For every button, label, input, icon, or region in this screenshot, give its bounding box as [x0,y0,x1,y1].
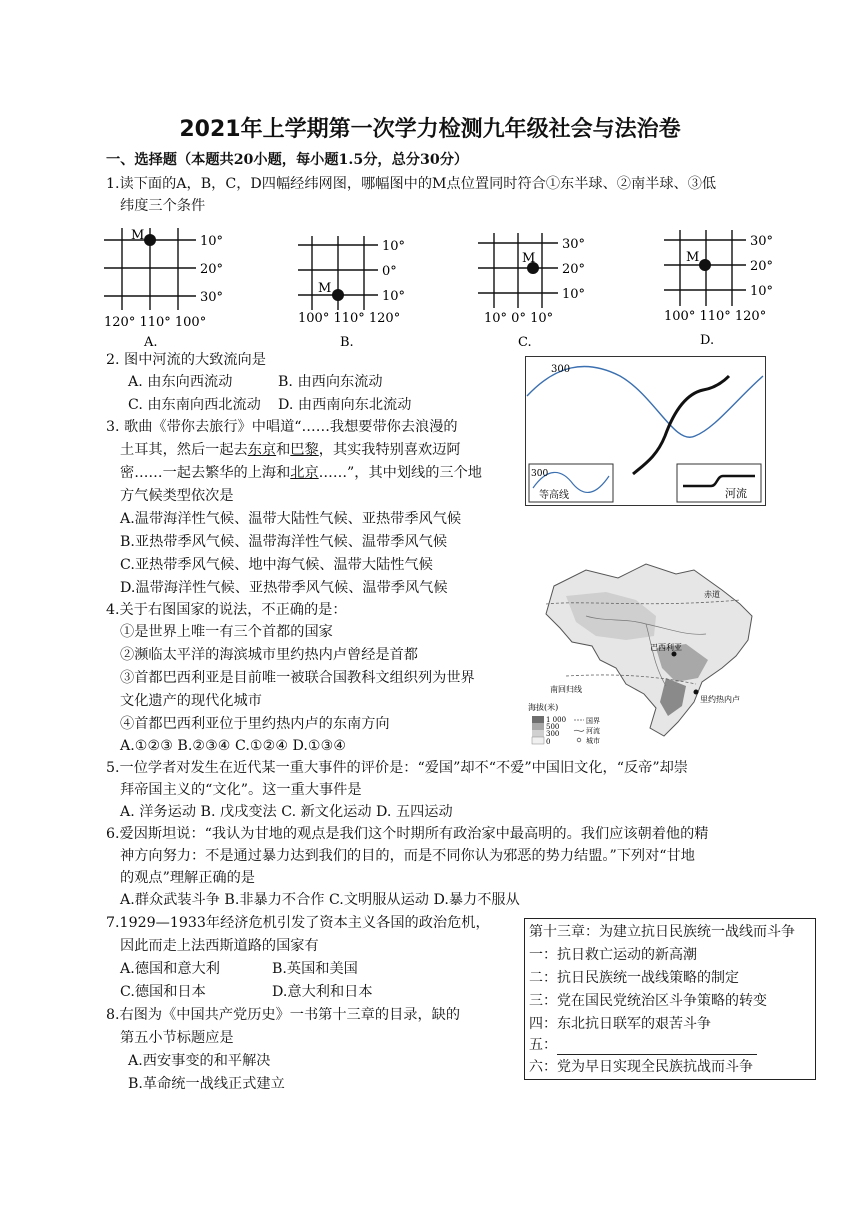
toc-blank-line [557,1040,757,1055]
legend-river-label: 河流 [725,487,747,500]
brazil-outline [546,564,752,736]
q3-text: ……”，其中划线的三个地 [318,465,482,481]
map-letter-b: B. [340,335,354,350]
map-letter-a: A. [144,335,158,350]
lon-a: 120° 110° 100° [104,315,207,330]
toc-item-5-label: 五： [529,1037,557,1053]
rio-dot [694,690,699,695]
q7-line1: 7.1929—1933年经济危机引发了资本主义各国的政治危机， [106,915,490,931]
legend-river: 河流 [586,727,600,735]
q4-statement-4: ④首都巴西利亚位于里约热内卢的东南方向 [120,716,390,732]
toc-item-3: 三：党在国民党统治区斗争策略的转变 [529,993,767,1009]
legend-contour-value: 300 [531,469,549,479]
underlined-paris: 巴黎 [290,442,319,458]
lon-d: 100° 110° 120° [664,309,767,324]
q3-text: ，其实我特别喜欢迈阿 [318,442,461,458]
q3-text: 密……一起去繁华的上海和 [120,465,291,481]
toc-heading: 第十三章：为建立抗日民族统一战线而斗争 [529,924,795,940]
q7-option-b: B.英国和美国 [272,961,358,977]
chapter-contents-box [524,918,816,1080]
q7-line2: 因此而走上法西斯道路的国家有 [120,938,319,954]
m-point-a [144,234,156,246]
q1-graticule-maps [0,0,860,360]
map-letter-d: D. [700,333,715,348]
lat-b-2: 0° [382,264,397,279]
lat-b-3: 10° [382,289,406,304]
q7-option-c: C.德国和日本 [120,984,206,1000]
q6-line1: 6.爱因斯坦说：“我认为甘地的观点是我们这个时期所有政治家中最高明的。我们应该朝着他的精 [106,826,709,842]
q3-text: 和 [276,442,291,458]
q1-stem-line2: 纬度三个条件 [120,198,206,214]
q4-statement-3: ③首都巴西利亚是目前唯一被联合国教科文组织列为世界 [120,670,475,686]
lat-d-1: 30° [750,234,774,249]
q3-line4: 方气候类型依次是 [120,488,234,504]
q3-line1: 3. 歌曲《带你去旅行》中唱道“……我想要带你去浪漫的 [106,419,458,435]
legend-val-1: 1 000 [546,716,567,724]
lat-c-1: 30° [562,237,586,252]
q8-line2: 第五小节标题应是 [120,1030,234,1046]
rio-label: 里约热内卢 [700,695,740,704]
q1-stem-line1: 1.读下面的A，B，C，D四幅经纬网图，哪幅图中的M点位置同时符合①东半球、②南半球、③低 [106,176,717,192]
q3-line3 [120,463,482,483]
q4-statement-1: ①是世界上唯一有三个首都的国家 [120,624,333,640]
lat-a-1: 10° [200,234,224,249]
page-title: 2021年上学期第一次学力检测九年级社会与法治卷 [179,117,681,142]
q4-statement-3-cont: 文化遗产的现代化城市 [120,693,262,709]
m-label-c: M [522,251,536,266]
q8-option-a: A.西安事变的和平解决 [128,1053,271,1069]
q3-option-c: C.亚热带季风气候、地中海气候、温带大陆性气候 [120,557,433,573]
q7-option-d: D.意大利和日本 [272,984,373,1000]
map-letter-c: C. [518,335,532,350]
legend-title: 海拔(米) [528,703,559,712]
lon-b: 100° 110° 120° [298,311,401,326]
q3-option-b: B.亚热带季风气候、温带海洋性气候、温带季风气候 [120,534,448,550]
lat-a-2: 20° [200,262,224,277]
lat-d-3: 10° [750,284,774,299]
q2-stem: 2. 图中河流的大致流向是 [106,352,266,368]
q8-option-b: B.革命统一战线正式建立 [128,1076,285,1092]
q2-contour-river-figure [525,356,766,506]
brasilia-dot [672,652,677,657]
q5-line2: 拜帝国主义的“文化”。这一重大事件是 [120,782,362,798]
q3-option-d: D.温带海洋性气候、亚热带季风气候、温带季风气候 [120,580,448,596]
legend-val-4: 0 [546,738,551,746]
q2-option-d: D. 由西南向东北流动 [278,397,412,413]
q6-line2: 神方向努力：不是通过暴力达到我们的目的，而是不同你认为邪恶的势力结盟。”下列对“甘地 [120,848,695,864]
legend-city: 城市 [586,737,600,745]
m-label-b: M [318,281,332,296]
legend-contour-label: 等高线 [539,490,569,501]
toc-item-6: 六：党为早日实现全民族抗战而斗争 [529,1059,753,1075]
underlined-tokyo: 东京 [247,442,277,458]
brazil-map [526,556,776,752]
toc-item-2: 二：抗日民族统一战线策略的制定 [529,970,739,986]
map-c [478,233,558,308]
legend-border: 国界 [586,717,600,725]
q5-options: A. 洋务运动 B. 戊戌变法 C. 新文化运动 D. 五四运动 [120,804,453,820]
lat-b-1: 10° [382,239,406,254]
m-point-b [332,289,344,301]
section-heading: 一、选择题（本题共20小题，每小题1.5分，总分30分） [106,152,469,168]
lat-c-3: 10° [562,287,586,302]
brasilia-label: 巴西利亚 [650,643,682,652]
lat-a-3: 30° [200,290,224,305]
underlined-beijing: 北京 [290,465,319,481]
q8-line1: 8.右图为《中国共产党历史》一书第十三章的目录，缺的 [106,1007,461,1023]
q4-stem: 4.关于右图国家的说法，不正确的是： [106,602,347,618]
toc-item-4: 四：东北抗日联军的艰苦斗争 [529,1016,711,1032]
q2-option-a: A. 由东向西流动 [128,374,233,390]
lat-c-2: 20° [562,262,586,277]
q2-option-b: B. 由西向东流动 [278,374,383,390]
q2-option-c: C. 由东南向西北流动 [128,397,261,413]
contour-value: 300 [551,364,571,375]
q3-option-a: A.温带海洋性气候、温带大陆性气候、亚热带季风气候 [120,511,462,527]
m-label-d: M [686,250,700,265]
legend-val-2: 500 [546,723,560,731]
q5-line1: 5.一位学者对发生在近代某一重大事件的评价是：“爱国”却不“不爱”中国旧文化，“反帝”却崇 [106,760,688,776]
toc-item-5 [529,1035,757,1055]
toc-item-1: 一：抗日救亡运动的新高潮 [529,947,697,963]
q6-options: A.群众武装斗争 B.非暴力不合作 C.文明服从运动 D.暴力不服从 [120,892,520,908]
legend-val-3: 300 [546,730,560,738]
lon-c: 10° 0° 10° [484,311,554,326]
q6-line3: 的观点”理解正确的是 [120,870,255,886]
tropic-label: 南回归线 [550,685,582,694]
equator-label: 赤道 [704,590,720,599]
m-point-d [699,259,711,271]
q4-statement-2: ②濒临太平洋的海滨城市里约热内卢曾经是首都 [120,647,418,663]
m-label-a: M [131,228,145,243]
lat-d-2: 20° [750,259,774,274]
q3-line2 [120,440,461,460]
q4-options: A.①②③ B.②③④ C.①②④ D.①③④ [120,738,347,754]
q7-option-a: A.德国和意大利 [120,961,220,977]
q3-text: 土耳其，然后一起去 [120,442,248,458]
